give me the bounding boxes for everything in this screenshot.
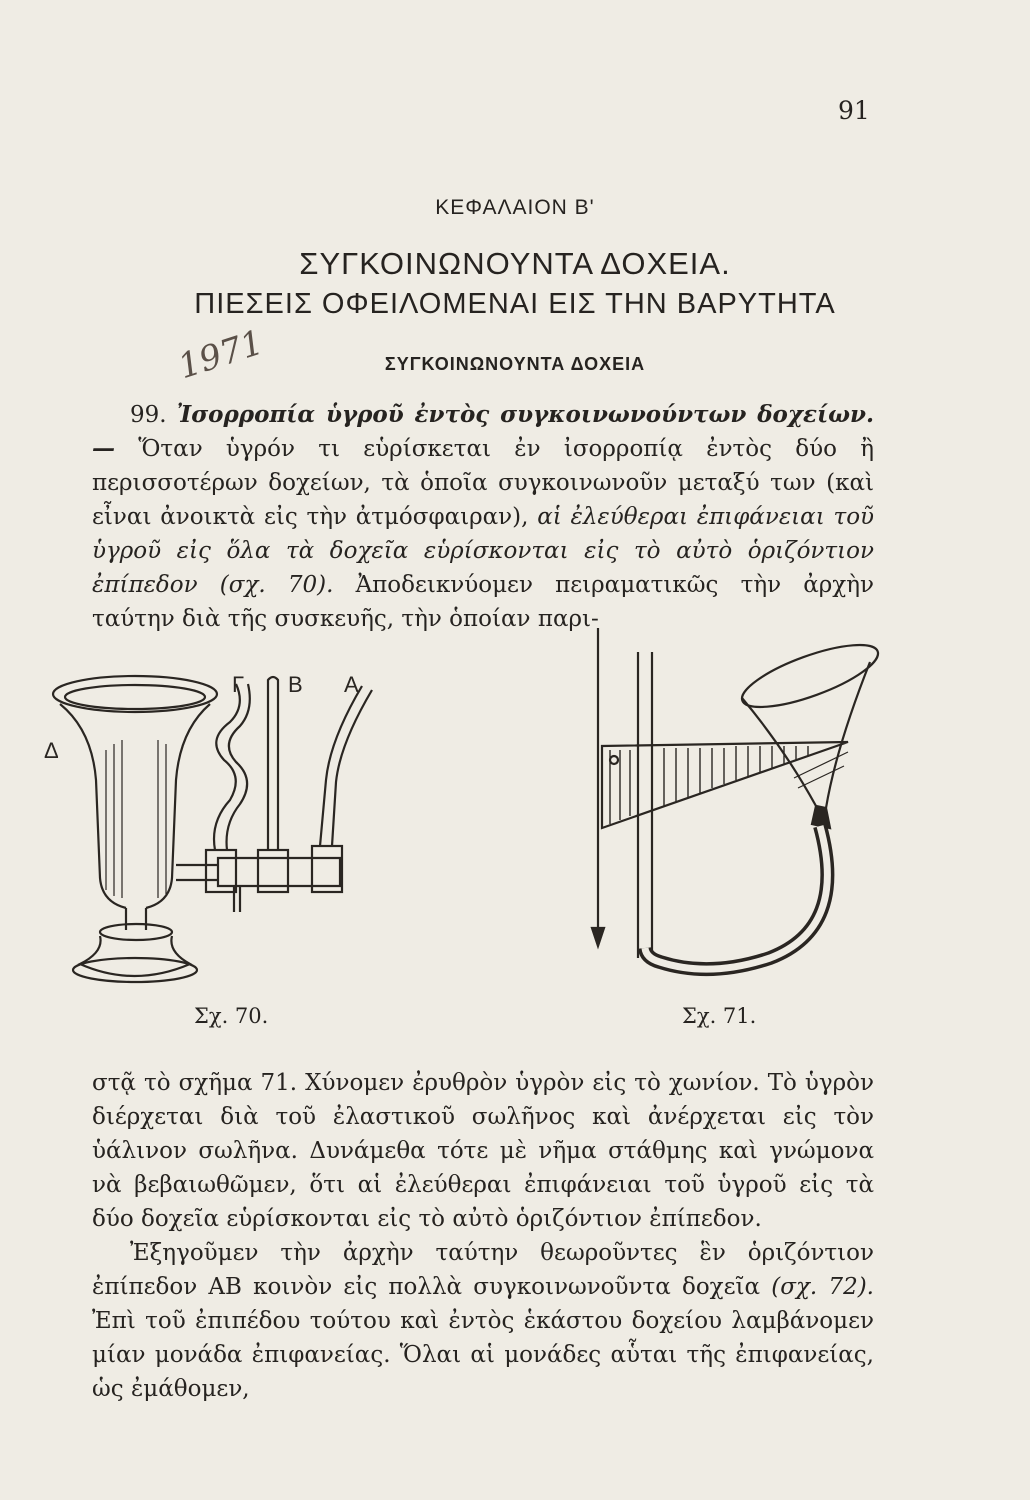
- paragraph3-text-b: Ἐπὶ τοῦ ἐπιπέδου τούτου καὶ ἐντὸς ἑκάστου δοχείου λαμβάνομεν μίαν μονάδα ἐπιφανείας. Ὅλαι αἱ μονάδες αὗται τῆς ἐπιφανείας, ὡς ἐμάθομεν,: [92, 1308, 874, 1402]
- vessel-label-delta: Δ: [44, 738, 59, 763]
- chapter-title-line1: ΣΥΓΚΟΙΝΩΝΟΥΝΤΑ ΔΟΧΕΙΑ.: [299, 246, 731, 281]
- chapter-label: ΚΕΦΑΛΑΙΟΝ Β': [435, 196, 595, 219]
- paragraph3-text-a: Ἐξηγοῦμεν τὴν ἀρχὴν ταύτην θεωροῦντες ἓν ὁριζόντιον ἐπίπεδον ΑΒ κοινὸν εἰς πολλὰ συγκοινωνοῦντα δοχεῖα: [92, 1240, 874, 1300]
- tube-label-alpha: Α: [344, 672, 359, 697]
- chapter-title-line2: ΠΙΕΣΕΙΣ ΟΦΕΙΛΟΜΕΝΑΙ ΕΙΣ ΤΗΝ ΒΑΡΥΤΗΤΑ: [194, 288, 836, 320]
- page-number: 91: [838, 96, 870, 125]
- paragraph-heading: Ἰσορροπία ὑγροῦ ἐντὸς συγκοινωνούντων δοχείων.—: [92, 401, 874, 462]
- figure-71-caption: Σχ. 71.: [682, 1004, 757, 1028]
- paragraph-explanation: [92, 1236, 874, 1406]
- section-heading: ΣΥΓΚΟΙΝΩΝΟΥΝΤΑ ΔΟΧΕΙΑ: [384, 354, 646, 374]
- tube-label-gamma: Γ: [232, 672, 245, 697]
- paragraph1-principle: αἱ ἐλεύθεραι ἐπιφάνειαι τοῦ ὑγροῦ εἰς ὅλα τὰ δοχεῖα εὑρίσκονται εἰς τὸ αὐτὸ ὁριζόντιον ἐπίπεδον (σχ. 70).: [92, 504, 875, 598]
- tube-label-beta: Β: [288, 672, 303, 697]
- figure-70-communicating-vessels: [40, 640, 400, 1002]
- paragraph-number: 99.: [130, 402, 167, 428]
- paragraph-figure-71-description: στᾷ τὸ σχῆμα 71. Χύνομεν ἐρυθρὸν ὑγρὸν εἰς τὸ χωνίον. Τὸ ὑγρὸν διέρχεται διὰ τοῦ ἐλαστικοῦ σωλῆνος καὶ ἀνέρχεται εἰς τὸν ὑάλινον σωλῆνα. Δυνάμεθα τότε μὲ νῆμα στάθμης καὶ γνώμονα νὰ βεβαιωθῶμεν, ὅτι αἱ ἐλεύθεραι ἐπιφάνειαι τοῦ ὑγροῦ εἰς τὰ δύο δοχεῖα εὑρίσκονται εἰς τὸ αὐτὸ ὁριζόντιον ἐπίπεδον.: [92, 1070, 874, 1232]
- figure-72-reference: (σχ. 72).: [771, 1274, 874, 1300]
- paragraph-99: [92, 398, 874, 636]
- figure-71-funnel-apparatus: [580, 628, 870, 1002]
- handwritten-mark-text: 1971: [173, 322, 269, 388]
- paragraph1-text-b: Ἀποδεικνύομεν πειραματικῶς τὴν ἀρχὴν ταύτην διὰ τῆς συσκευῆς, τὴν ὁποίαν παρι-: [92, 572, 874, 632]
- figure-70-caption: Σχ. 70.: [194, 1004, 269, 1028]
- paragraph1-text-a: Ὅταν ὑγρόν τι εὑρίσκεται ἐν ἰσορροπίᾳ ἐντὸς δύο ἢ περισσοτέρων δοχείων, τὰ ὁποῖα συγκοινωνοῦν μεταξύ των (καὶ εἶναι ἀνοικτὰ εἰς τὴν ἀτμόσφαιραν),: [92, 436, 874, 530]
